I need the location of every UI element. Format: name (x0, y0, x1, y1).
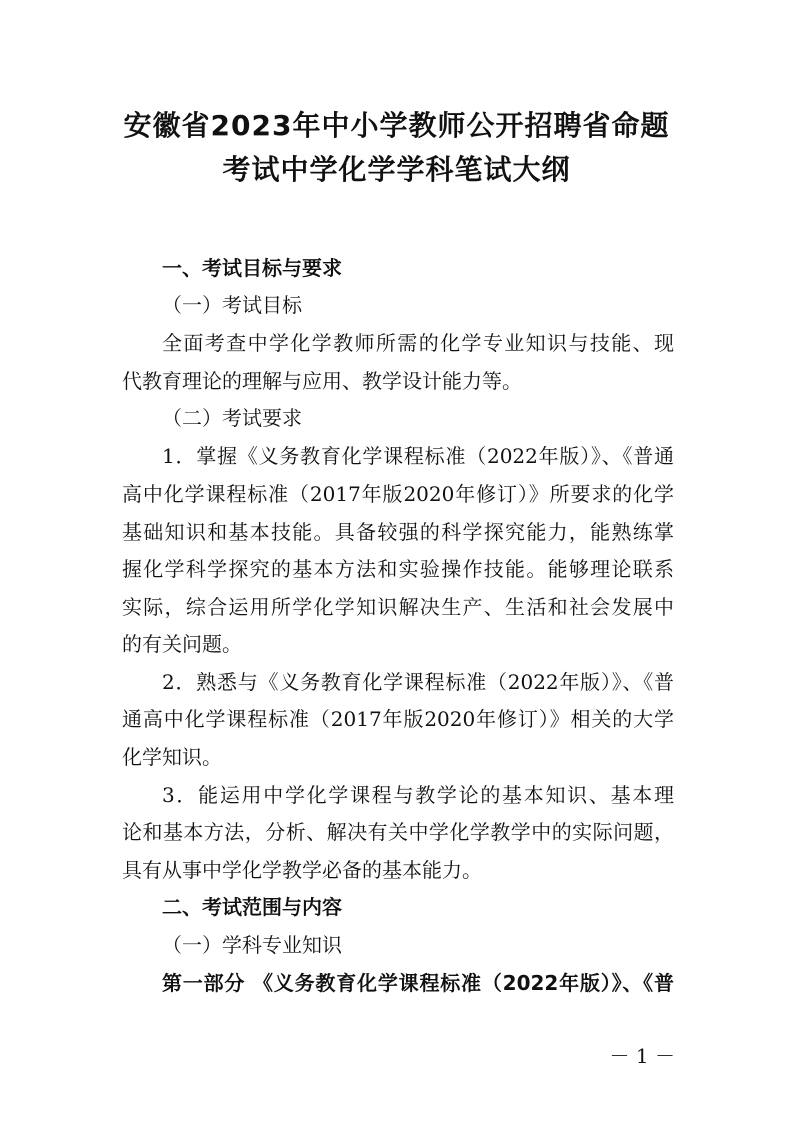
paragraph-line: 高中化学课程标准（2017年版2020年修订）》所要求的化学 (122, 482, 674, 506)
paragraph-line: 代教育理论的理解与应用、教学设计能力等。 (122, 369, 522, 393)
paragraph-line: 的有关问题。 (122, 632, 242, 656)
page-number: － 1 － (609, 1044, 675, 1068)
section-heading-exam-goals: 一、考试目标与要求 (162, 256, 342, 280)
subheading-subject-knowledge: （一）学科专业知识 (162, 933, 342, 957)
document-title-line-2: 考试中学化学学科笔试大纲 (222, 153, 571, 186)
paragraph-line: 2．熟悉与《义务教育化学课程标准（2022年版）》、《普 (162, 670, 674, 694)
paragraph-line: 全面考查中学化学教师所需的化学专业知识与技能、现 (162, 331, 674, 355)
paragraph-line: 通高中化学课程标准（2017年版2020年修订）》相关的大学 (122, 707, 674, 731)
subheading-exam-requirements: （二）考试要求 (162, 406, 302, 430)
paragraph-line: 论和基本方法，分析、解决有关中学化学教学中的实际问题， (122, 820, 674, 844)
paragraph-line: 具有从事中学化学教学必备的基本能力。 (122, 858, 482, 882)
paragraph-line: 1．掌握《义务教育化学课程标准（2022年版）》、《普通 (162, 444, 674, 468)
part-one-heading: 第一部分 《义务教育化学课程标准（2022年版）》、《普 (162, 971, 674, 995)
paragraph-line: 实际，综合运用所学化学知识解决生产、生活和社会发展中 (122, 595, 674, 619)
document-title-line-1: 安徽省2023年中小学教师公开招聘省命题 (123, 109, 670, 142)
paragraph-line: 化学知识。 (122, 745, 222, 769)
paragraph-line: 握化学科学探究的基本方法和实验操作技能。能够理论联系 (122, 557, 674, 581)
paragraph-line: 基础知识和基本技能。具备较强的科学探究能力，能熟练掌 (122, 520, 674, 544)
section-heading-exam-scope: 二、考试范围与内容 (162, 895, 342, 919)
subheading-exam-objective: （一）考试目标 (162, 293, 302, 317)
paragraph-line: 3．能运用中学化学课程与教学论的基本知识、基本理 (162, 783, 674, 807)
